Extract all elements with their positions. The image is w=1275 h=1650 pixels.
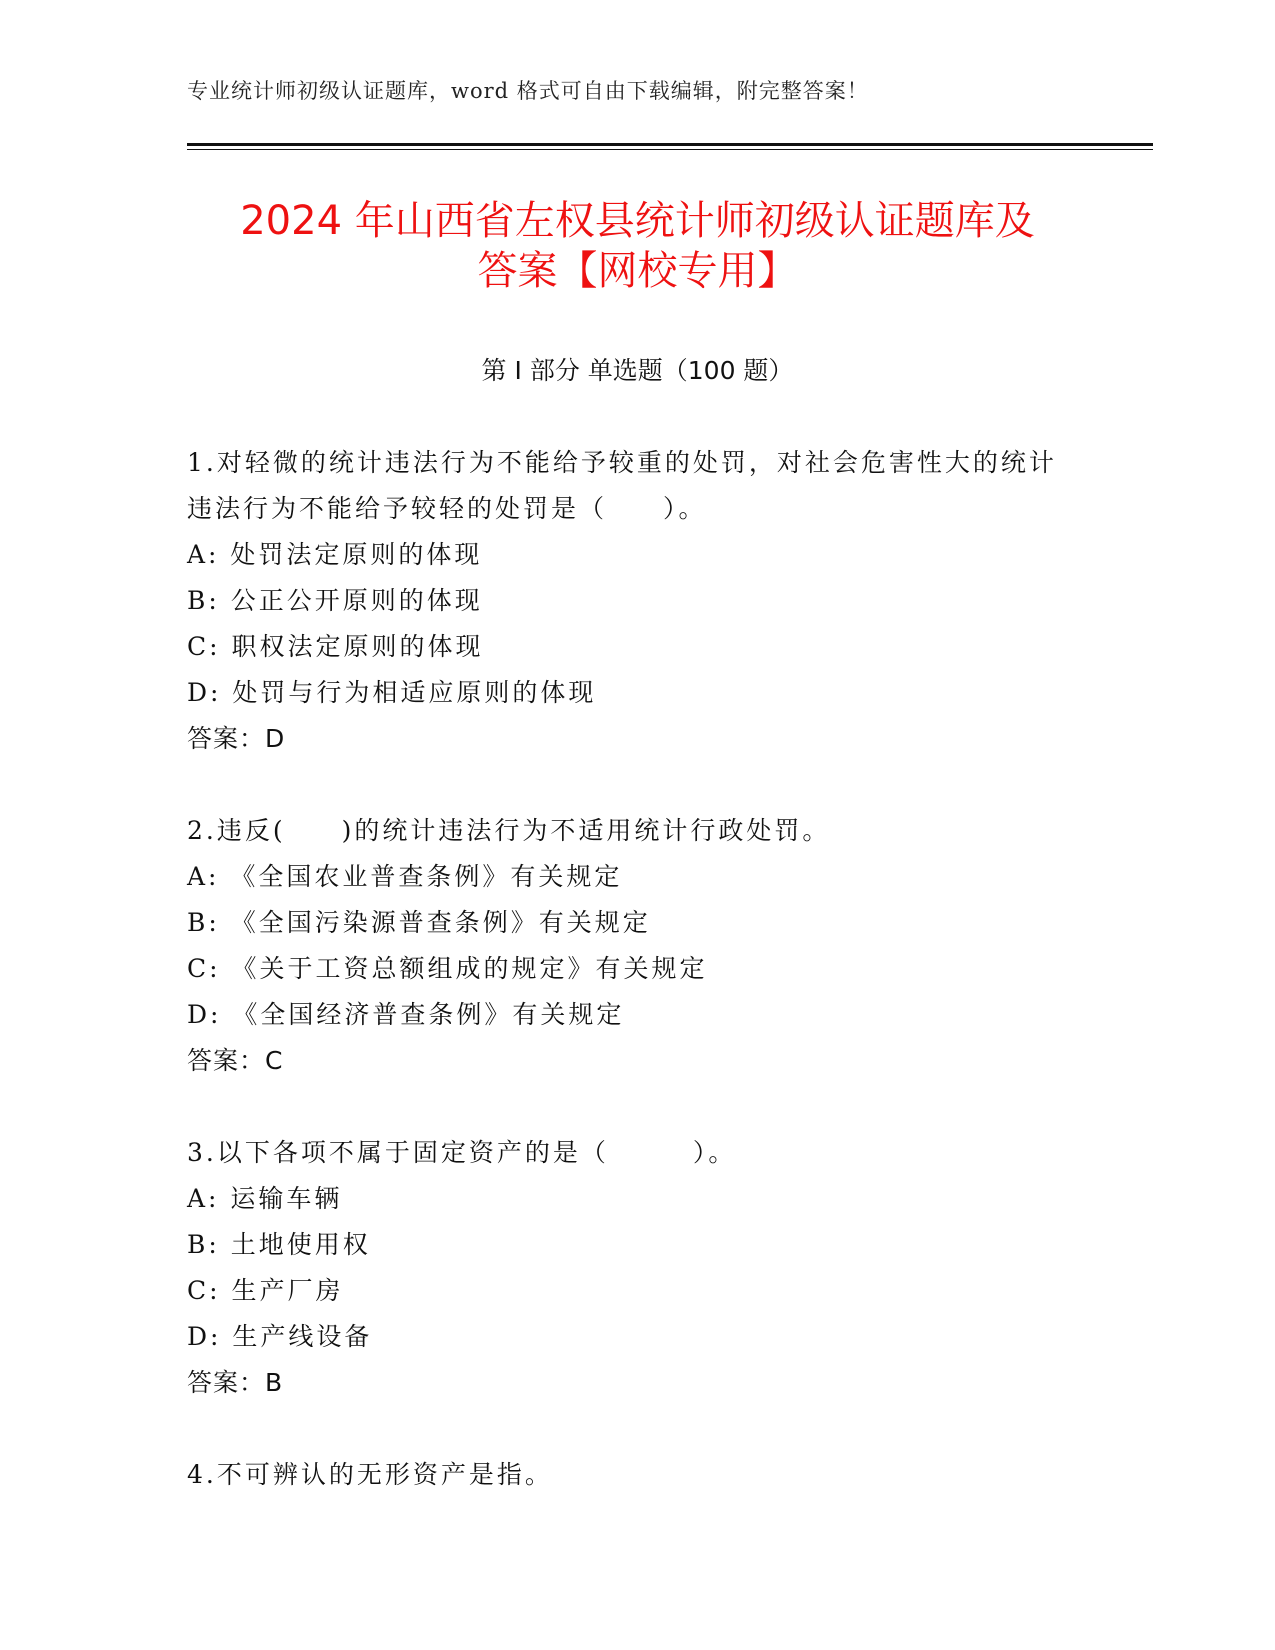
answer-label: 答案：C: [187, 1046, 284, 1075]
question-4: [187, 1452, 1087, 1498]
option-d: D: 处罚与行为相适应原则的体现: [187, 678, 597, 707]
answer-label: 答案：D: [187, 724, 286, 753]
option-c: C: 生产厂房: [187, 1276, 344, 1305]
question-list: [187, 440, 1087, 1544]
answer-label: 答案：B: [187, 1368, 284, 1397]
option-a: A: 处罚法定原则的体现: [187, 540, 483, 569]
question-stem: 4.不可辨认的无形资产是指。: [187, 1460, 553, 1489]
option-a: A: 《全国农业普查条例》有关规定: [187, 862, 623, 891]
document-title-line-2: 答案【网校专用】: [477, 248, 798, 294]
question-stem: 2.违反( )的统计违法行为不适用统计行政处罚。: [187, 816, 831, 845]
option-a: A: 运输车辆: [187, 1184, 343, 1213]
option-c: C: 《关于工资总额组成的规定》有关规定: [187, 954, 708, 983]
header-note: 专业统计师初级认证题库，word 格式可自由下载编辑，附完整答案！: [187, 79, 869, 103]
question-stem: 1.对轻微的统计违法行为不能给予较重的处罚，对社会危害性大的统计违法行为不能给予较轻的处罚是（ ）。: [187, 448, 1057, 523]
document-title-line-1: 2024 年山西省左权县统计师初级认证题库及: [240, 198, 1035, 244]
document-title: [150, 196, 1125, 296]
question-2: [187, 808, 1087, 1084]
option-b: B: 土地使用权: [187, 1230, 371, 1259]
question-stem: 3.以下各项不属于固定资产的是（ ）。: [187, 1138, 737, 1167]
option-d: D: 《全国经济普查条例》有关规定: [187, 1000, 625, 1029]
section-heading: 第 I 部分 单选题（100 题）: [481, 356, 794, 385]
header-rule-thin: [187, 149, 1153, 150]
question-1: [187, 440, 1087, 762]
option-c: C: 职权法定原则的体现: [187, 632, 484, 661]
question-3: [187, 1130, 1087, 1406]
option-b: B: 《全国污染源普查条例》有关规定: [187, 908, 651, 937]
option-b: B: 公正公开原则的体现: [187, 586, 483, 615]
option-d: D: 生产线设备: [187, 1322, 373, 1351]
header-rule-thick: [187, 143, 1153, 146]
